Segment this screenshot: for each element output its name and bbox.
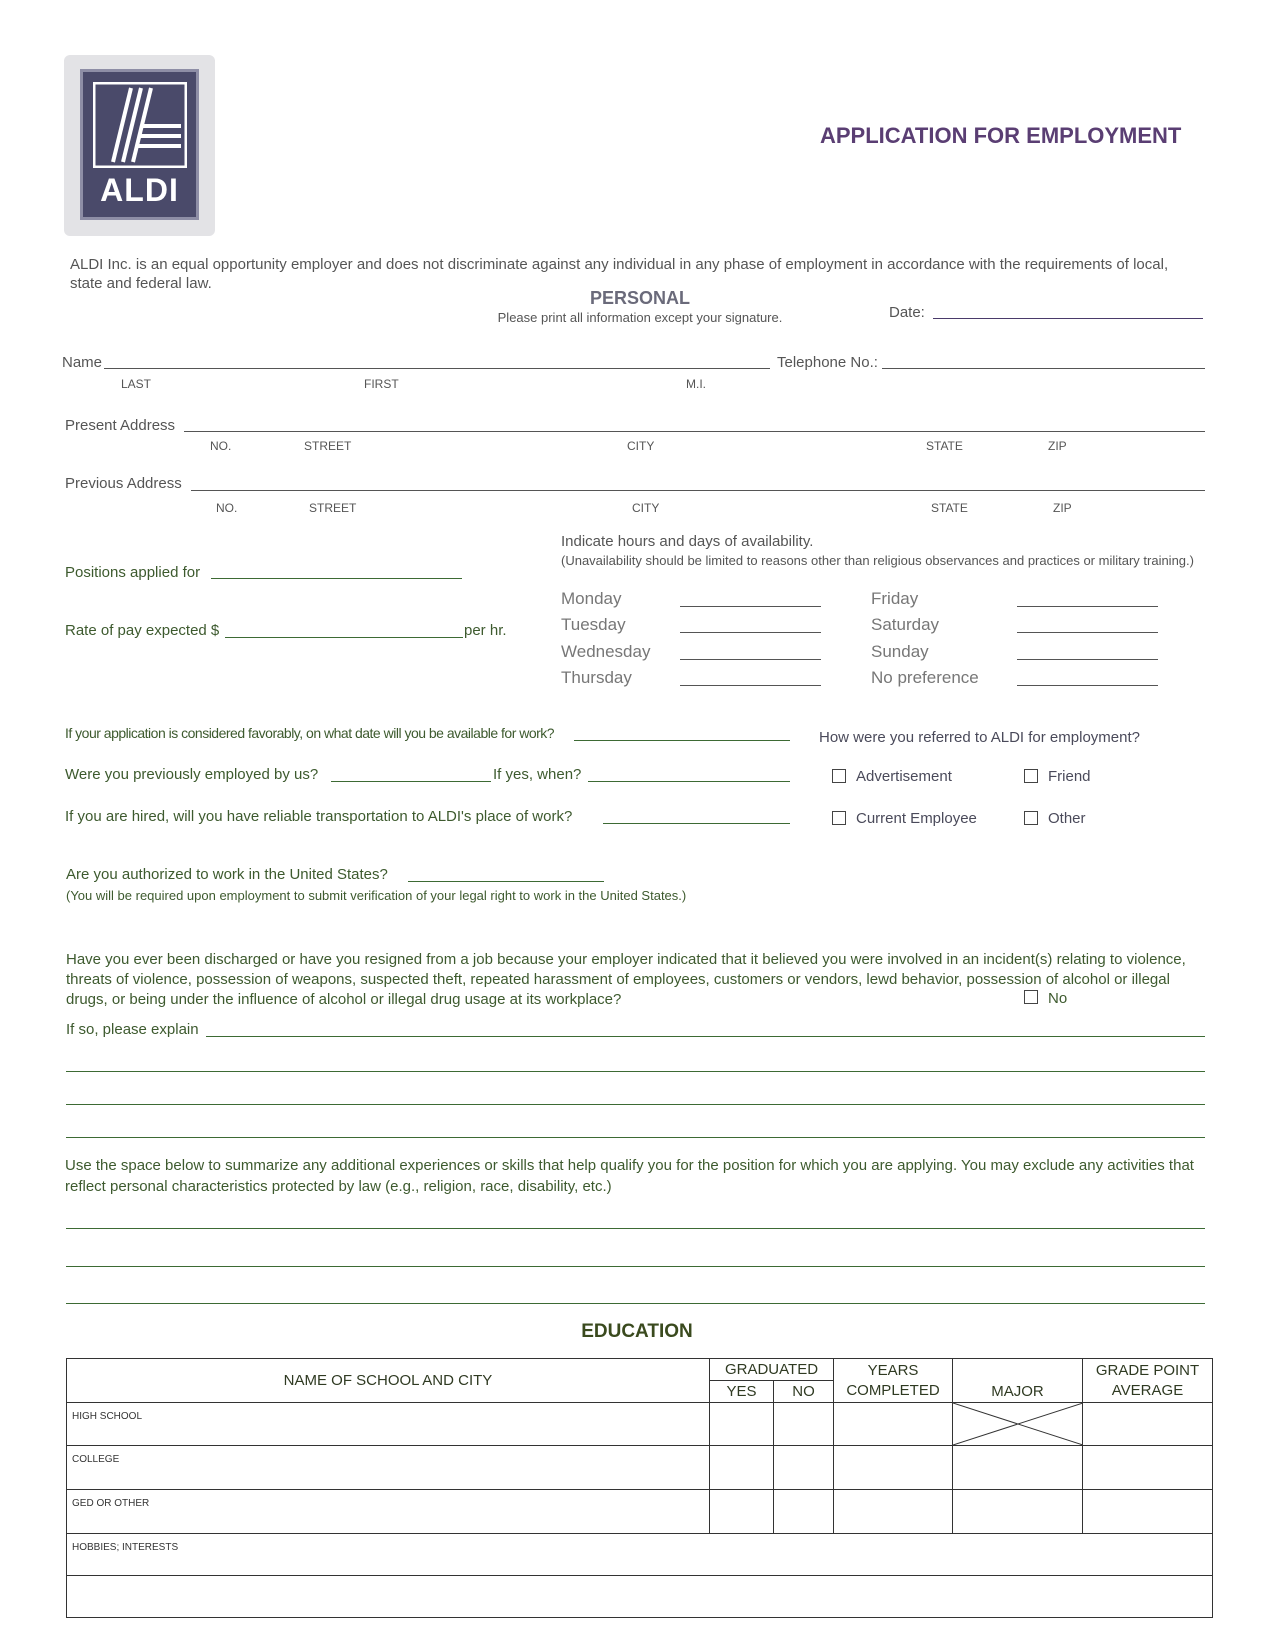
college-major-cell[interactable] xyxy=(953,1446,1083,1490)
previous-street-label: STREET xyxy=(309,501,357,515)
wednesday-hours-field[interactable] xyxy=(680,659,821,660)
explain-line-3[interactable] xyxy=(66,1104,1205,1105)
discharged-no-label: No xyxy=(1048,990,1068,1007)
logo-text: ALDI xyxy=(100,172,179,208)
skills-line-3[interactable] xyxy=(66,1303,1205,1304)
no-preference-field[interactable] xyxy=(1017,685,1158,686)
row-college: COLLEGE xyxy=(67,1446,710,1490)
present-street-label: STREET xyxy=(304,439,352,453)
day-tuesday: Tuesday xyxy=(561,615,626,634)
date-field[interactable] xyxy=(933,318,1203,319)
authorized-field[interactable] xyxy=(408,881,604,882)
skills-line-1[interactable] xyxy=(66,1228,1205,1229)
present-address-field[interactable] xyxy=(184,431,1205,432)
cross-out-icon xyxy=(953,1403,1083,1445)
hs-major-crossed-cell xyxy=(953,1403,1083,1446)
advertisement-label: Advertisement xyxy=(856,768,952,785)
positions-label: Positions applied for xyxy=(65,564,201,581)
col-major-header: MAJOR xyxy=(953,1359,1083,1403)
saturday-hours-field[interactable] xyxy=(1017,632,1158,633)
if-yes-when-label: If yes, when? xyxy=(493,766,582,783)
row-hobbies: HOBBIES; INTERESTS xyxy=(67,1534,1213,1576)
day-wednesday: Wednesday xyxy=(561,642,651,661)
transportation-field[interactable] xyxy=(603,823,790,824)
education-table xyxy=(66,1358,1213,1618)
name-mi-label: M.I. xyxy=(686,377,706,391)
tuesday-hours-field[interactable] xyxy=(680,632,821,633)
authorized-question: Are you authorized to work in the United States? xyxy=(66,866,388,883)
aldi-logo xyxy=(64,55,215,236)
sunday-hours-field[interactable] xyxy=(1017,659,1158,660)
explain-line-2[interactable] xyxy=(66,1071,1205,1072)
previous-no-label: NO. xyxy=(216,501,238,515)
telephone-label: Telephone No.: xyxy=(777,354,878,371)
hs-yes-cell[interactable] xyxy=(710,1403,774,1446)
present-state-label: STATE xyxy=(926,439,963,453)
name-first-label: FIRST xyxy=(364,377,399,391)
current-employee-label: Current Employee xyxy=(856,810,977,827)
explain-label: If so, please explain xyxy=(66,1021,199,1038)
present-no-label: NO. xyxy=(210,439,232,453)
per-hr-label: per hr. xyxy=(464,622,507,639)
date-label: Date: xyxy=(889,304,925,321)
personal-heading: PERSONAL xyxy=(589,288,690,308)
authorized-note: (You will be required upon employment to submit verification of your legal right to work in the United States.) xyxy=(66,888,687,903)
col-years-header: YEARS COMPLETED xyxy=(834,1359,953,1403)
other-label: Other xyxy=(1048,810,1086,827)
previously-employed-question: Were you previously employed by us? xyxy=(65,766,319,783)
col-no-header: NO xyxy=(774,1381,834,1403)
col-gpa-header: GRADE POINT AVERAGE xyxy=(1083,1359,1213,1403)
name-last-label: LAST xyxy=(121,377,152,391)
day-friday: Friday xyxy=(871,589,919,608)
referral-heading: How were you referred to ALDI for employment? xyxy=(819,729,1140,746)
ged-years-cell[interactable] xyxy=(834,1490,953,1534)
previous-zip-label: ZIP xyxy=(1053,501,1072,515)
college-years-cell[interactable] xyxy=(834,1446,953,1490)
ged-no-cell[interactable] xyxy=(774,1490,834,1534)
other-checkbox[interactable] xyxy=(1024,811,1038,825)
day-no-preference: No preference xyxy=(871,668,979,687)
education-heading: EDUCATION xyxy=(581,1321,693,1342)
rate-field[interactable] xyxy=(225,637,463,638)
col-school-header: NAME OF SCHOOL AND CITY xyxy=(67,1359,710,1403)
eeo-statement: ALDI Inc. is an equal opportunity employer and does not discriminate against any individual in any phase of employment in accordance with the requirements of local, state and federal law. xyxy=(70,256,1169,292)
hobbies-field[interactable] xyxy=(67,1576,1213,1618)
friday-hours-field[interactable] xyxy=(1017,606,1158,607)
college-no-cell[interactable] xyxy=(774,1446,834,1490)
positions-field[interactable] xyxy=(211,578,462,579)
name-label: Name xyxy=(62,354,103,371)
present-address-label: Present Address xyxy=(65,417,176,434)
ged-major-cell[interactable] xyxy=(953,1490,1083,1534)
ged-yes-cell[interactable] xyxy=(710,1490,774,1534)
friend-checkbox[interactable] xyxy=(1024,769,1038,783)
telephone-field[interactable] xyxy=(882,368,1205,369)
if-yes-when-field[interactable] xyxy=(588,781,790,782)
discharged-no-checkbox[interactable] xyxy=(1024,990,1038,1004)
advertisement-checkbox[interactable] xyxy=(832,769,846,783)
day-saturday: Saturday xyxy=(871,615,940,634)
friend-label: Friend xyxy=(1048,768,1091,785)
hs-years-cell[interactable] xyxy=(834,1403,953,1446)
day-sunday: Sunday xyxy=(871,642,929,661)
day-monday: Monday xyxy=(561,589,622,608)
form-title: APPLICATION FOR EMPLOYMENT xyxy=(820,123,1182,148)
explain-line-1[interactable] xyxy=(206,1036,1205,1037)
row-ged-other: GED OR OTHER xyxy=(67,1490,710,1534)
row-high-school: HIGH SCHOOL xyxy=(67,1403,710,1446)
previous-address-field[interactable] xyxy=(191,490,1205,491)
current-employee-checkbox[interactable] xyxy=(832,811,846,825)
thursday-hours-field[interactable] xyxy=(680,685,821,686)
day-thursday: Thursday xyxy=(561,668,632,687)
hs-gpa-cell[interactable] xyxy=(1083,1403,1213,1446)
previously-employed-field[interactable] xyxy=(331,781,491,782)
col-graduated-header: GRADUATED xyxy=(710,1359,834,1381)
ged-gpa-cell[interactable] xyxy=(1083,1490,1213,1534)
name-field[interactable] xyxy=(104,368,770,369)
availability-heading: Indicate hours and days of availability. xyxy=(561,533,814,550)
previous-city-label: CITY xyxy=(632,501,660,515)
skills-line-2[interactable] xyxy=(66,1266,1205,1267)
present-city-label: CITY xyxy=(627,439,655,453)
college-gpa-cell[interactable] xyxy=(1083,1446,1213,1490)
rate-label: Rate of pay expected $ xyxy=(65,622,220,639)
availability-note: (Unavailability should be limited to reasons other than religious observances and practices or military training.) xyxy=(561,553,1194,568)
aldi-stripes-icon xyxy=(93,82,187,168)
available-date-question: If your application is considered favorably, on what date will you be available for work? xyxy=(65,725,555,741)
discharged-question: Have you ever been discharged or have you resigned from a job because your employer indicated that it believed you were involved in an incident(s) relating to violence, threats of violence, possession of weapons, suspected theft, repeated harassment of employees, customers or vendors, lewd behavior, possession of alcohol or illegal drugs, or being under the influence of alcohol or illegal drug usage at its workplace? xyxy=(66,951,1186,1008)
college-yes-cell[interactable] xyxy=(710,1446,774,1490)
personal-instruction: Please print all information except your signature. xyxy=(497,310,783,325)
previous-state-label: STATE xyxy=(931,501,968,515)
transportation-question: If you are hired, will you have reliable transportation to ALDI's place of work? xyxy=(65,808,573,825)
skills-prompt: Use the space below to summarize any additional experiences or skills that help qualify you for the position for which you are applying. You may exclude any activities that reflect personal characteristics protected by law (e.g., religion, race, disability, etc.) xyxy=(65,1157,1194,1195)
col-yes-header: YES xyxy=(710,1381,774,1403)
hs-no-cell[interactable] xyxy=(774,1403,834,1446)
previous-address-label: Previous Address xyxy=(65,475,182,492)
monday-hours-field[interactable] xyxy=(680,606,821,607)
available-date-field[interactable] xyxy=(574,740,790,741)
explain-line-4[interactable] xyxy=(66,1137,1205,1138)
present-zip-label: ZIP xyxy=(1048,439,1067,453)
